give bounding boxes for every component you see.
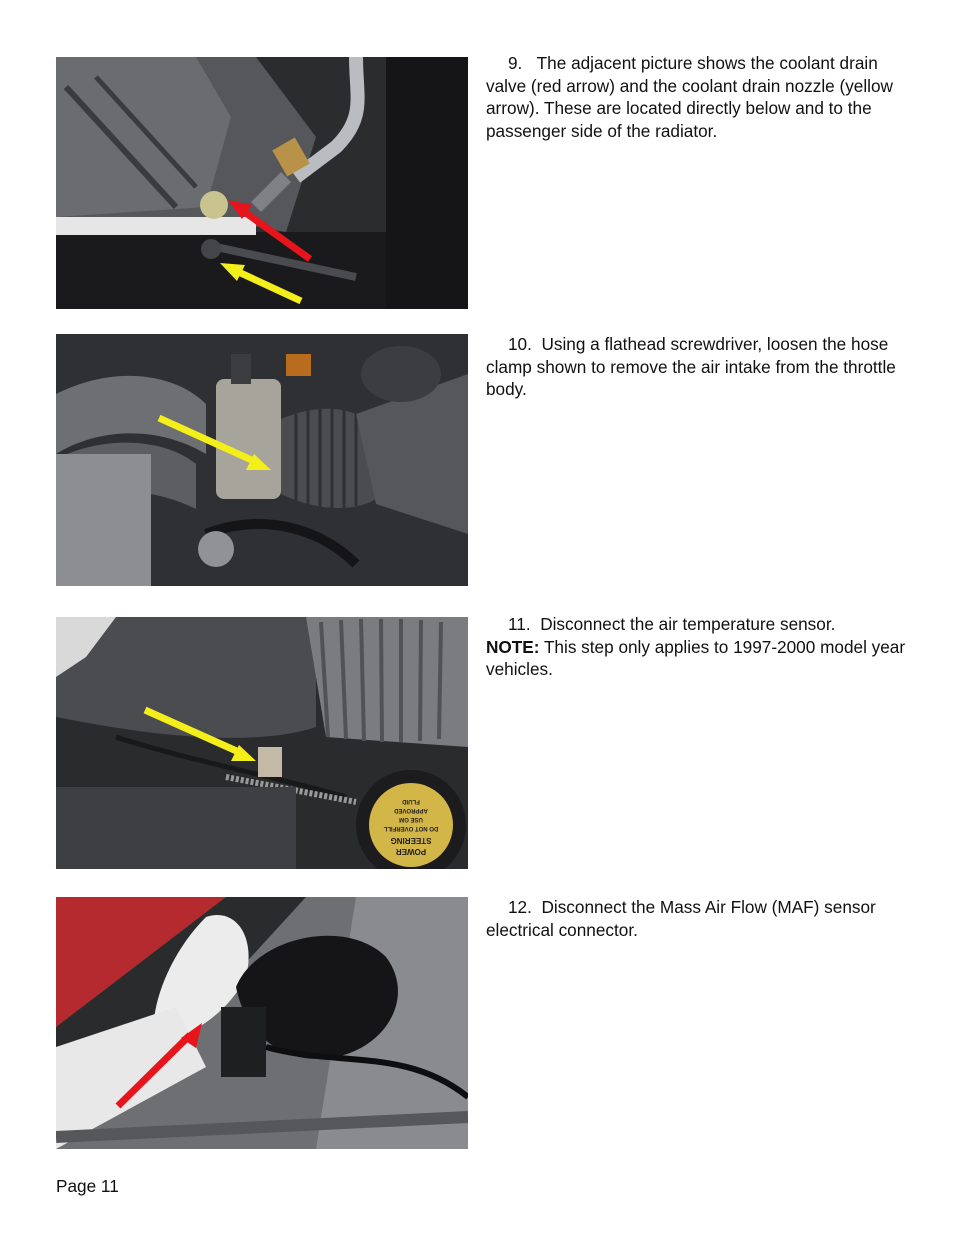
note-label: NOTE: (486, 636, 540, 657)
step-10 (486, 333, 906, 401)
step-11 (486, 613, 906, 681)
cap-label-line: FLUID (402, 798, 420, 804)
step-text: Disconnect the Mass Air Flow (MAF) sensor electrical connector. (486, 897, 876, 940)
cap-label-line: DO NOT OVERFILL (383, 825, 439, 831)
cap-label-line: APPROVED (394, 807, 428, 813)
photo-air-temperature-sensor (56, 617, 468, 869)
step-number: 10. (508, 334, 532, 354)
step-9 (486, 52, 906, 142)
photo-maf-sensor-connector (56, 897, 468, 1149)
page-number: Page 11 (56, 1176, 119, 1196)
step-text: Disconnect the air temperature sensor. (540, 614, 836, 634)
step-text: Using a flathead screwdriver, loosen the hose clamp shown to remove the air intake from the throttle body. (486, 334, 896, 400)
cap-label-line: STEERING (390, 836, 432, 845)
photo-throttle-body-clamp (56, 334, 468, 586)
note-text: This step only applies to 1997-2000 model year vehicles. (486, 636, 906, 680)
step-number: 12. (508, 897, 532, 917)
step-text: The adjacent picture shows the coolant drain valve (red arrow) and the coolant drain nozzle (yellow arrow). These are located directly below and to the passenger side of the radiator. (486, 53, 893, 141)
step-12 (486, 896, 906, 941)
cap-label-line: USE GM (399, 816, 423, 822)
cap-label-line: POWER (395, 847, 427, 856)
step-number: 9. (508, 53, 523, 73)
photo-coolant-drain (56, 57, 468, 309)
step-number: 11. (508, 614, 531, 634)
